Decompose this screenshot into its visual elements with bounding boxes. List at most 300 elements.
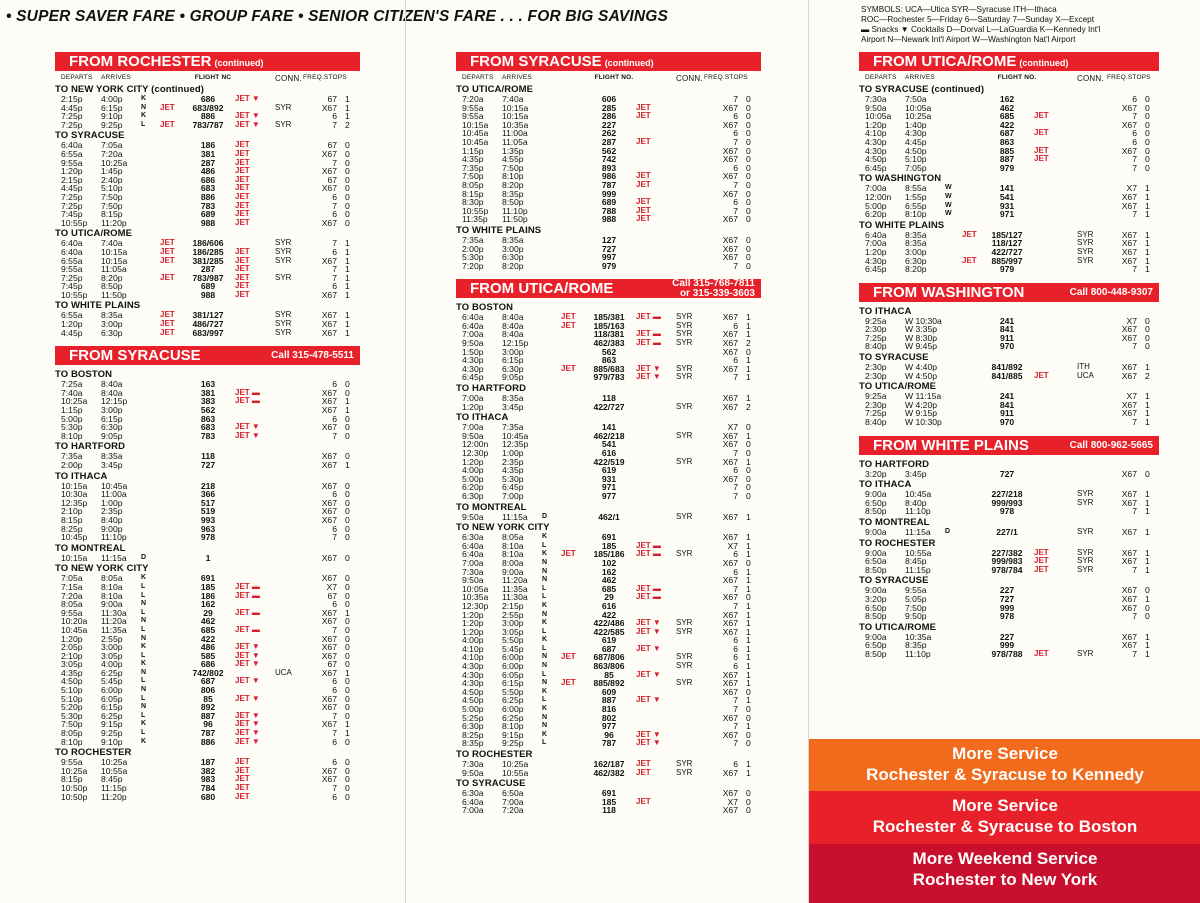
airport-code: D [542,512,548,520]
section-title: FROM UTICA/ROME [470,280,614,298]
stops: 0 [746,260,751,271]
jet-service: JET ▼ [235,642,260,652]
stops: 0 [1145,602,1150,613]
flight-number: 185/381 [593,312,625,323]
flight-number: 685 [200,624,216,635]
frequency: 7 [332,624,337,635]
arrive-time: W 10:30p [905,417,942,428]
frequency: X67 [722,767,738,778]
arrive-time: W 9:15p [905,408,938,419]
arrive-time: 8:40a [101,379,123,390]
call-number: Call 315-478-5511 [271,350,354,362]
stops: 0 [1145,145,1150,156]
stops: 0 [345,693,350,704]
promo-line: Rochester to New York [912,870,1098,889]
frequency: X67 [722,805,738,816]
stops: 1 [1145,497,1150,508]
flight-number: 841/892 [991,362,1023,373]
frequency: 6 [332,379,337,390]
jet-service: JET ▼ [235,422,260,432]
flight-number: 227 [999,631,1015,642]
depart-time: 10:15a [61,480,88,491]
arrive-time: 8:35p [502,188,524,199]
jet-service: JET ▬ [235,590,260,600]
stops: 1 [1145,564,1150,575]
frequency: 67 [327,659,337,670]
depart-time: 6:40a [865,229,887,240]
depart-time: 7:25p [61,119,83,130]
frequency: X7 [727,540,738,551]
depart-time: 5:10p [61,685,83,696]
frequency: X7 [727,422,738,433]
depart-time: 9:50a [462,430,484,441]
stops: 0 [746,448,751,458]
stops: 0 [746,179,751,190]
depart-time: 7:00a [865,183,887,194]
depart-time: 5:30p [61,422,83,433]
flight-number: 687 [200,676,216,687]
flight-number: 687 [601,643,617,654]
stops: 0 [746,205,751,216]
arrive-time: 9:05p [101,430,123,441]
frequency: X67 [722,788,738,799]
flight-row [456,215,761,224]
depart-time: 6:45p [462,372,484,383]
arrive-time: 4:35p [502,465,524,476]
arrive-time: 6:00p [502,704,524,715]
depart-time: 4:50p [462,686,484,697]
frequency: X67 [321,497,337,508]
arrive-time: 8:40p [101,514,123,525]
arrive-time: 6:15p [101,413,123,424]
arrive-time: 3:05p [502,626,524,637]
flight-number: 887 [601,695,617,706]
connection: SYR [275,327,292,337]
depart-time: 9:00a [865,585,887,596]
airport-code: K [542,730,548,738]
airport-code: N [542,679,548,687]
depart-time: 1:20p [462,626,484,637]
frequency: X67 [722,686,738,697]
frequency: X67 [1121,145,1137,156]
flight-row [456,513,761,522]
jet-service: JET ▼ [636,669,661,679]
arrive-time: 9:25p [101,119,123,130]
stops: 1 [1145,593,1150,604]
flight-number: 186/606 [192,238,224,249]
frequency: X67 [321,702,337,713]
stops: 1 [746,320,751,331]
flight-number: 863 [601,355,617,366]
depart-time: 1:20p [462,609,484,620]
frequency: 67 [327,174,337,185]
frequency: X67 [1121,119,1137,130]
depart-time: 10:45a [462,128,489,139]
depart-time: 8:50p [865,611,887,622]
flight-number: 911 [1000,408,1014,419]
jet-service: JET [1034,128,1049,138]
airport-code: W [945,192,952,200]
depart-time: 9:50a [462,575,484,586]
frequency: X67 [321,573,337,584]
arrive-time: 11:50p [101,289,127,300]
flight-row [859,265,1159,274]
jet-marker: JET [160,272,175,282]
connection: SYR [1077,556,1094,566]
arrive-time: 6:30p [101,327,123,338]
frequency: 7 [332,238,337,249]
flight-number: 887 [200,710,216,721]
flight-number: 562 [601,145,617,156]
depart-time: 7:30a [462,566,484,577]
flight-number: 970 [999,417,1015,428]
stops: 0 [1145,94,1150,104]
stops: 1 [746,635,751,646]
flight-number: 788 [601,205,617,216]
flight-number: 29 [604,592,614,603]
frequency: X67 [1121,102,1137,113]
flight-number: 999 [999,640,1015,651]
jet-marker: JET [561,652,576,662]
arrive-time: 7:50p [101,191,123,202]
depart-time: 2:10p [61,650,83,661]
jet-service: JET ▬ [636,592,661,602]
flight-number: 462/1 [598,511,620,522]
depart-time: 6:20p [865,209,887,220]
depart-time: 10:45a [61,624,88,635]
arrive-time: 6:15p [502,678,524,689]
frequency: X7 [1126,315,1137,326]
frequency: 7 [733,738,738,749]
arrive-time: 9:25p [502,738,524,749]
airport-code: L [141,711,146,719]
stops: 0 [746,136,751,147]
flight-number: 606 [601,94,617,104]
frequency: 7 [733,94,738,104]
flight-row [55,793,360,802]
promo-line: Rochester & Syracuse to Kennedy [866,765,1144,784]
frequency: 7 [733,372,738,383]
depart-time: 8:15p [61,514,83,525]
stops: 1 [345,264,350,275]
destination-heading: TO SYRACUSE [859,352,929,364]
frequency: 6 [733,320,738,331]
flight-row [55,554,360,563]
flight-number: 186 [200,140,216,151]
destination-heading: TO ITHACA [859,305,912,317]
stops: 1 [746,618,751,629]
depart-time: 6:40a [61,140,83,151]
depart-time: 9:25a [865,315,887,326]
schedule-column [55,52,360,801]
frequency: X67 [722,575,738,586]
jet-service: JET [636,759,651,768]
depart-time: 2:30p [865,324,887,335]
stops: 1 [746,566,751,577]
connection: SYR [676,430,693,440]
jet-service: JET ▼ [235,736,260,746]
depart-time: 9:00a [865,527,887,537]
frequency: X67 [321,405,337,416]
stops: 0 [746,119,751,130]
symbols-legend [861,5,1161,45]
frequency: 7 [332,532,337,543]
arrive-time: 1:35p [502,145,524,156]
arrive-time: 7:20a [101,148,123,159]
flight-number: 286 [601,111,617,122]
arrive-time: 10:25a [905,111,932,122]
arrive-time: 2:35p [502,456,524,467]
stops: 1 [746,511,751,522]
depart-time: 4:50p [865,154,887,165]
stops: 0 [345,217,350,228]
depart-time: 3:20p [865,468,887,479]
flight-number: 185/186 [593,549,625,560]
frequency: X67 [722,329,738,340]
depart-time: 4:10p [462,643,484,654]
section-title: FROM WHITE PLAINS [873,436,1029,454]
section-header [456,279,761,298]
airport-code: N [542,610,548,618]
flight-number: 619 [601,635,617,646]
frequency: X67 [722,532,738,543]
airport-code: N [141,686,147,694]
airport-code: N [542,558,548,566]
depart-time: 10:55p [61,217,88,228]
arrive-time: 11:15p [101,783,127,793]
frequency: 7 [733,490,738,501]
jet-marker: JET [561,678,576,688]
frequency: X67 [321,616,337,627]
connection: SYR [676,338,693,348]
arrive-time: 6:30p [905,255,927,266]
connection: SYR [1077,648,1094,658]
flight-number: 562 [200,405,216,416]
jet-service: JET [636,136,651,146]
airport-code: K [542,636,548,644]
stops: 0 [746,796,751,807]
flight-number: 422/486 [593,618,625,629]
frequency: X67 [722,145,738,156]
depart-time: 1:15p [462,145,484,156]
stops: 1 [746,669,751,680]
arrive-time: 4:55p [502,154,524,165]
arrive-time: 6:00p [101,685,123,696]
stops: 0 [1145,154,1150,165]
depart-time: 7:30a [865,94,887,104]
flight-number: 742/802 [192,667,224,678]
frequency: 6 [733,162,738,173]
stops: 0 [345,183,350,194]
flight-number: 979 [601,260,617,271]
stops: 1 [345,405,350,416]
arrive-time: 8:05a [502,532,524,543]
destination-heading: TO ROCHESTER [55,747,132,759]
destination-heading: TO NEW YORK CITY (continued) [55,84,204,95]
stops: 0 [345,633,350,644]
arrive-time: 8:35a [502,234,524,245]
stops: 1 [345,238,350,249]
depart-time: 10:45p [61,532,88,543]
column-headers [859,71,1159,83]
arrive-time: 10:55a [502,767,529,778]
flight-number: 517 [200,497,216,508]
depart-time: 7:25p [61,191,83,202]
arrive-time: 5:05p [905,593,927,604]
depart-time: 7:45p [61,209,83,220]
arrive-time: 9:00p [101,523,123,534]
stops: 0 [345,174,350,185]
depart-time: 9:55a [61,157,83,168]
frequency: X67 [321,765,337,776]
jet-service: JET [1034,154,1049,164]
stops: 1 [345,289,350,300]
depart-time: 12:35p [61,497,88,508]
frequency: 7 [1132,564,1137,575]
stops: 1 [1145,229,1150,240]
flight-number: 687 [999,128,1015,139]
arrive-time: 1:40p [905,119,927,130]
fare-banner: • SUPER SAVER FARE • GROUP FARE • SENIOR CITIZEN'S FARE . . . FOR BIG SAVINGS [6,8,669,25]
frequency: X67 [722,618,738,629]
depart-time: 9:55a [61,264,83,275]
frequency: X67 [321,217,337,228]
jet-service: JET [1034,370,1049,380]
stops: 0 [746,788,751,799]
arrive-time: 8:10a [101,590,123,601]
arrive-time: 12:15p [101,396,128,407]
flight-number: 886 [200,111,216,122]
call-number: Call 800-962-5665 [1069,439,1153,451]
flight-row [55,432,360,441]
frequency: X67 [321,650,337,661]
arrive-time: 6:15p [101,702,123,713]
stops: 0 [746,252,751,263]
arrive-time: 8:35a [502,393,524,404]
arrive-time: 10:25a [101,757,128,768]
frequency: 6 [733,549,738,560]
stops: 0 [746,346,751,357]
stops: 1 [746,430,751,441]
column-headers [55,71,360,83]
stops: 1 [746,643,751,654]
depart-time: 10:45a [462,136,489,147]
arrive-time: W 11:15a [905,391,942,402]
arrive-time: 1:55p [905,191,927,202]
flight-number: 185 [601,796,617,807]
depart-time: 10:05a [462,583,489,594]
arrive-time: 3:00p [905,246,927,257]
stops: 0 [345,148,350,159]
connection: ITH [1077,362,1090,372]
column-header-conn: CONN. [1077,74,1104,83]
stops: 1 [345,111,350,122]
connection: UCA [1077,370,1094,380]
depart-time: 8:10p [61,736,83,747]
connection: SYR [1077,489,1094,499]
jet-service: JET ▼ [636,643,661,653]
jet-service: JET ▬ [235,396,260,406]
destination-heading: TO SYRACUSE (continued) [859,84,985,95]
frequency: X67 [1121,602,1137,613]
arrive-time: 7:40a [101,238,123,249]
stops: 0 [345,497,350,508]
arrive-time: 8:20p [905,264,927,275]
stops: 0 [1145,315,1150,326]
destination-heading: TO NEW YORK CITY [456,522,550,534]
arrive-time: 8:40a [502,320,524,331]
depart-time: 4:10p [462,652,484,663]
frequency: X7 [326,581,337,592]
airport-code: L [141,729,146,737]
airport-code: L [141,608,146,616]
stops: 1 [746,759,751,769]
jet-service: JET ▼ [235,119,260,129]
flight-number: 999 [999,602,1015,613]
arrive-time: 6:15p [101,102,123,113]
stops: 1 [345,255,350,266]
frequency: X67 [321,719,337,730]
stops: 0 [746,704,751,715]
airport-code: N [542,722,548,730]
stops: 0 [345,532,350,543]
flight-number: 118 [201,451,215,462]
stops: 2 [746,401,751,412]
airport-code: N [542,653,548,661]
frequency: 6 [733,652,738,663]
jet-service: JET [235,281,250,291]
depart-time: 4:30p [462,669,484,680]
frequency: X67 [722,393,738,404]
stops: 1 [746,626,751,637]
arrive-time: 9:10p [101,736,123,747]
destination-heading: TO BOSTON [456,302,514,314]
depart-time: 4:50p [61,676,83,687]
depart-time: 8:05p [462,179,484,190]
stops: 0 [345,624,350,635]
frequency: 7 [1132,264,1137,275]
arrive-time: 8:50p [502,197,524,208]
stops: 0 [345,191,350,202]
flight-number: 162/187 [593,759,625,769]
jet-service: JET [636,205,651,215]
frequency: X7 [1126,391,1137,402]
jet-service: JET [1034,111,1049,121]
arrive-time: 11:05a [101,264,127,275]
depart-time: 10:55p [462,205,489,216]
flight-number: 227/382 [991,547,1023,558]
frequency: 6 [733,635,738,646]
stops: 1 [1145,238,1150,249]
frequency: X67 [321,451,337,462]
arrive-time: 8:50p [101,281,123,292]
flight-number: 802 [601,712,617,723]
arrive-time: 8:40a [101,387,123,398]
flight-row [456,262,761,271]
jet-marker: JET [160,255,175,265]
destination-heading: TO UTICA/ROME [55,228,133,240]
destination-heading: TO ROCHESTER [859,537,936,549]
depart-time: 10:35a [462,592,489,603]
frequency: 7 [1132,162,1137,173]
airport-code: N [141,103,147,111]
depart-time: 8:25p [462,729,484,740]
depart-time: 10:55p [61,289,88,300]
stops: 0 [746,234,751,245]
arrive-time: 7:50p [101,200,123,211]
stops: 0 [746,171,751,182]
stops: 1 [345,460,350,470]
